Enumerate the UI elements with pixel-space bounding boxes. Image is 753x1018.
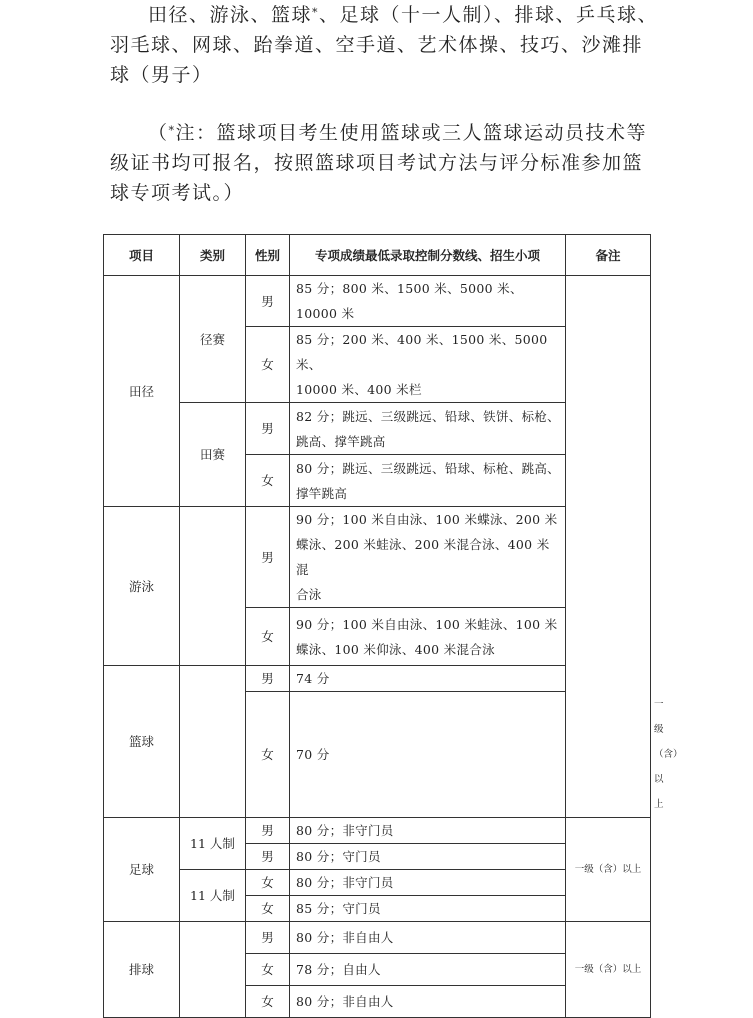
remark-cell <box>566 276 651 818</box>
note-open-paren: （ <box>148 122 169 144</box>
note-line-2: 级证书均可报名，按照篮球项目考试方法与评分标准参加篮 <box>110 152 644 174</box>
category-cell: 田赛 <box>180 403 246 507</box>
gender-cell: 女 <box>246 896 290 922</box>
category-cell: 径赛 <box>180 276 246 403</box>
note-line-1: 注：篮球项目考生使用篮球或三人篮球运动员技术等 <box>175 122 648 144</box>
gender-cell: 男 <box>246 922 290 954</box>
table-row <box>104 818 651 844</box>
header-remark: 备注 <box>566 235 651 276</box>
intro-line-1b: 、足球（十一人制）、排球、乒乓球、 <box>319 4 659 26</box>
score-cell: 74 分 <box>290 666 566 692</box>
admission-score-table <box>103 234 683 1018</box>
score-cell: 90 分；100 米自由泳、100 米蝶泳、200 米 蝶泳、200 米蛙泳、200 米混合泳、400 米混 合泳 <box>290 507 566 608</box>
sport-name: 足球 <box>104 818 180 922</box>
footnote-mark: * <box>312 6 320 19</box>
gender-cell: 男 <box>246 844 290 870</box>
score-cell: 80 分；跳远、三级跳远、铅球、标枪、跳高、 撑竿跳高 <box>290 455 566 507</box>
note-paragraph <box>110 118 650 208</box>
header-item: 项目 <box>104 235 180 276</box>
note-footnote-mark: * <box>168 124 176 137</box>
gender-cell: 女 <box>246 608 290 666</box>
table-row <box>104 276 651 327</box>
score-cell: 80 分；非守门员 <box>290 870 566 896</box>
gender-cell: 男 <box>246 818 290 844</box>
sport-name: 篮球 <box>104 666 180 818</box>
header-gender: 性别 <box>246 235 290 276</box>
sport-name: 排球 <box>104 922 180 1018</box>
category-cell <box>180 507 246 666</box>
score-cell: 80 分；非守门员 <box>290 818 566 844</box>
gender-cell: 男 <box>246 507 290 608</box>
score-cell: 90 分；100 米自由泳、100 米蛙泳、100 米 蝶泳、100 米仰泳、400 米混合泳 <box>290 608 566 666</box>
intro-line-1: 田径、游泳、篮球 <box>148 4 313 26</box>
score-cell: 80 分；非自由人 <box>290 922 566 954</box>
score-cell: 82 分；跳远、三级跳远、铅球、铁饼、标枪、 跳高、撑竿跳高 <box>290 403 566 455</box>
sport-name: 田径 <box>104 276 180 507</box>
sport-name: 游泳 <box>104 507 180 666</box>
remark-cell: 一级（含）以上 <box>566 922 651 1018</box>
score-cell: 80 分；守门员 <box>290 844 566 870</box>
gender-cell: 女 <box>246 692 290 818</box>
table-header-row <box>104 235 651 276</box>
gender-cell: 女 <box>246 954 290 986</box>
gender-cell: 女 <box>246 870 290 896</box>
score-cell: 85 分；200 米、400 米、1500 米、5000 米、 10000 米、400 米栏 <box>290 327 566 403</box>
gender-cell: 男 <box>246 403 290 455</box>
gender-cell: 女 <box>246 455 290 507</box>
score-cell: 78 分；自由人 <box>290 954 566 986</box>
category-cell <box>180 666 246 818</box>
score-cell: 80 分；非自由人 <box>290 986 566 1018</box>
header-category: 类别 <box>180 235 246 276</box>
score-cell: 85 分；守门员 <box>290 896 566 922</box>
score-cell: 70 分 <box>290 692 566 818</box>
table-row <box>104 922 651 954</box>
note-line-3: 球专项考试。） <box>110 182 245 204</box>
header-score: 专项成绩最低录取控制分数线、招生小项 <box>290 235 566 276</box>
gender-cell: 男 <box>246 276 290 327</box>
remark-cell: 一级（含）以上 <box>566 818 651 922</box>
category-cell: 11 人制 <box>180 870 246 922</box>
gender-cell: 女 <box>246 327 290 403</box>
score-cell: 85 分；800 米、1500 米、5000 米、10000 米 <box>290 276 566 327</box>
category-cell <box>180 922 246 1018</box>
intro-line-3: 球（男子） <box>110 64 213 86</box>
intro-paragraph <box>110 0 659 90</box>
gender-cell: 男 <box>246 666 290 692</box>
gender-cell: 女 <box>246 986 290 1018</box>
table-row: 女 70 分 一级（含）以上 <box>104 692 651 818</box>
intro-line-2: 羽毛球、网球、跆拳道、空手道、艺术体操、技巧、沙滩排 <box>110 34 644 56</box>
category-cell: 11 人制 <box>180 818 246 870</box>
